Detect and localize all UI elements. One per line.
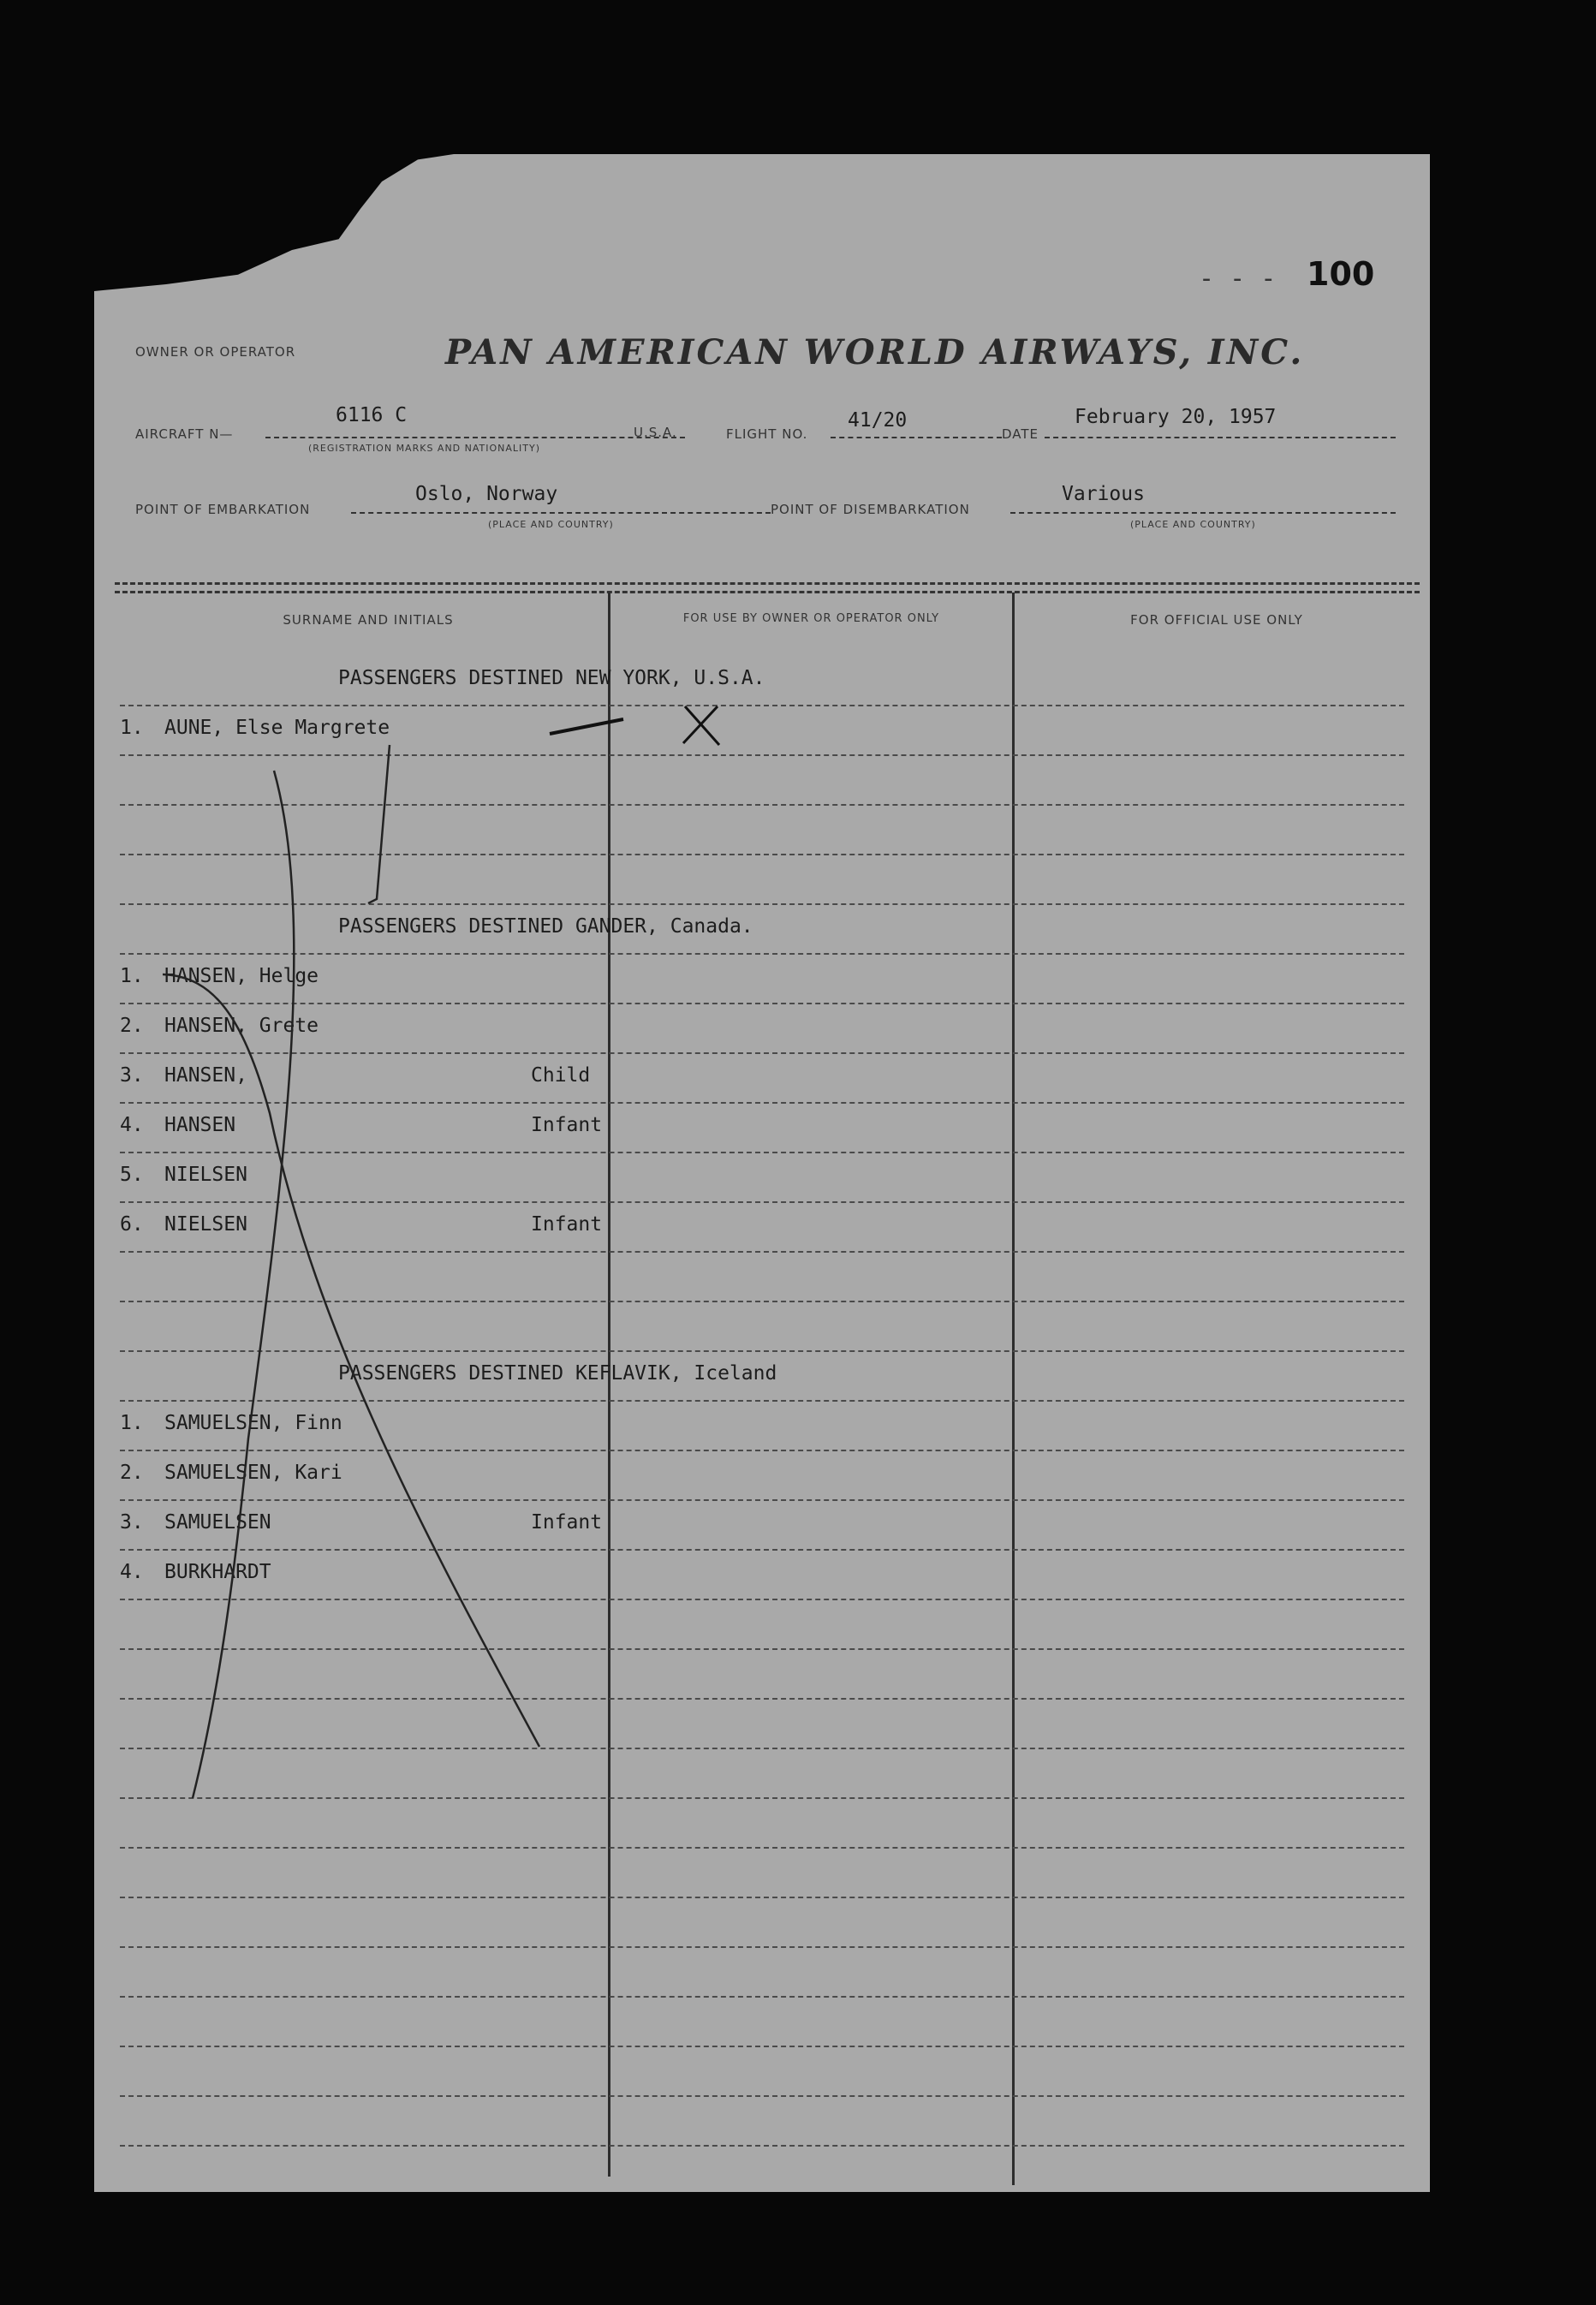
passenger-name: SAMUELSEN, Kari xyxy=(164,1462,342,1484)
passenger-number: 4. xyxy=(120,1561,144,1583)
aircraft-value: 6116 C xyxy=(336,404,408,426)
flight-value: 41/20 xyxy=(848,409,908,432)
pen-strokes xyxy=(94,154,1430,2192)
passenger-note: Infant xyxy=(531,1511,603,1534)
passenger-name: HANSEN xyxy=(164,1114,236,1136)
airline-name: PAN AMERICAN WORLD AIRWAYS, INC. xyxy=(445,332,1305,372)
passenger-number: 6. xyxy=(120,1213,144,1236)
col-header-operator: FOR USE BY OWNER OR OPERATOR ONLY xyxy=(682,612,940,625)
pen-check-stroke xyxy=(550,719,623,734)
pen-bracket-line xyxy=(368,745,390,903)
pen-x-mark xyxy=(683,706,719,745)
col-header-official: FOR OFFICIAL USE ONLY xyxy=(1130,612,1303,628)
section-heading: PASSENGERS DESTINED NEW YORK, U.S.A. xyxy=(338,667,765,689)
passenger-name: AUNE, Else Margrete xyxy=(164,717,390,739)
passenger-name: BURKHARDT xyxy=(164,1561,271,1583)
section-heading: PASSENGERS DESTINED KEFLAVIK, Iceland xyxy=(338,1362,777,1385)
page-number: 100 xyxy=(1307,255,1375,293)
disembark-value: Various xyxy=(1062,483,1145,505)
passenger-note: Infant xyxy=(531,1114,603,1136)
passenger-name: HANSEN, Grete xyxy=(164,1015,319,1037)
passenger-number: 1. xyxy=(120,1412,144,1434)
passenger-number: 4. xyxy=(120,1114,144,1136)
date-label: DATE xyxy=(1002,426,1039,442)
pen-long-diagonal xyxy=(163,974,539,1747)
passenger-number: 2. xyxy=(120,1015,144,1037)
aircraft-sublabel: (REGISTRATION MARKS AND NATIONALITY) xyxy=(308,443,541,454)
embark-value: Oslo, Norway xyxy=(415,483,558,505)
dash-mark: - - - xyxy=(1199,264,1277,294)
passenger-number: 1. xyxy=(120,965,144,987)
passenger-note: Infant xyxy=(531,1213,603,1236)
passenger-name: SAMUELSEN xyxy=(164,1511,271,1534)
section-heading: PASSENGERS DESTINED GANDER, Canada. xyxy=(338,915,753,938)
manifest-sheet xyxy=(94,154,1430,2192)
passenger-name: NIELSEN xyxy=(164,1213,247,1236)
passenger-number: 2. xyxy=(120,1462,144,1484)
pen-long-curve xyxy=(193,771,294,1798)
embark-label: POINT OF EMBARKATION xyxy=(135,502,311,517)
date-value: February 20, 1957 xyxy=(1075,406,1277,428)
passenger-number: 3. xyxy=(120,1511,144,1534)
passenger-name: NIELSEN xyxy=(164,1164,247,1186)
passenger-name: SAMUELSEN, Finn xyxy=(164,1412,342,1434)
embark-sublabel: (PLACE AND COUNTRY) xyxy=(488,519,614,530)
passenger-note: Child xyxy=(531,1064,591,1087)
aircraft-label: AIRCRAFT N— xyxy=(135,426,234,442)
disembark-sublabel: (PLACE AND COUNTRY) xyxy=(1130,519,1256,530)
usa-label: U.S.A. xyxy=(634,425,677,440)
passenger-number: 3. xyxy=(120,1064,144,1087)
flight-label: FLIGHT NO. xyxy=(726,426,808,442)
owner-label: OWNER OR OPERATOR xyxy=(135,344,296,360)
col-header-surname: SURNAME AND INITIALS xyxy=(283,612,454,628)
passenger-name: HANSEN, xyxy=(164,1064,247,1087)
passenger-number: 1. xyxy=(120,717,144,739)
passenger-name: HANSEN, Helge xyxy=(164,965,319,987)
passenger-number: 5. xyxy=(120,1164,144,1186)
disembark-label: POINT OF DISEMBARKATION xyxy=(771,502,970,517)
